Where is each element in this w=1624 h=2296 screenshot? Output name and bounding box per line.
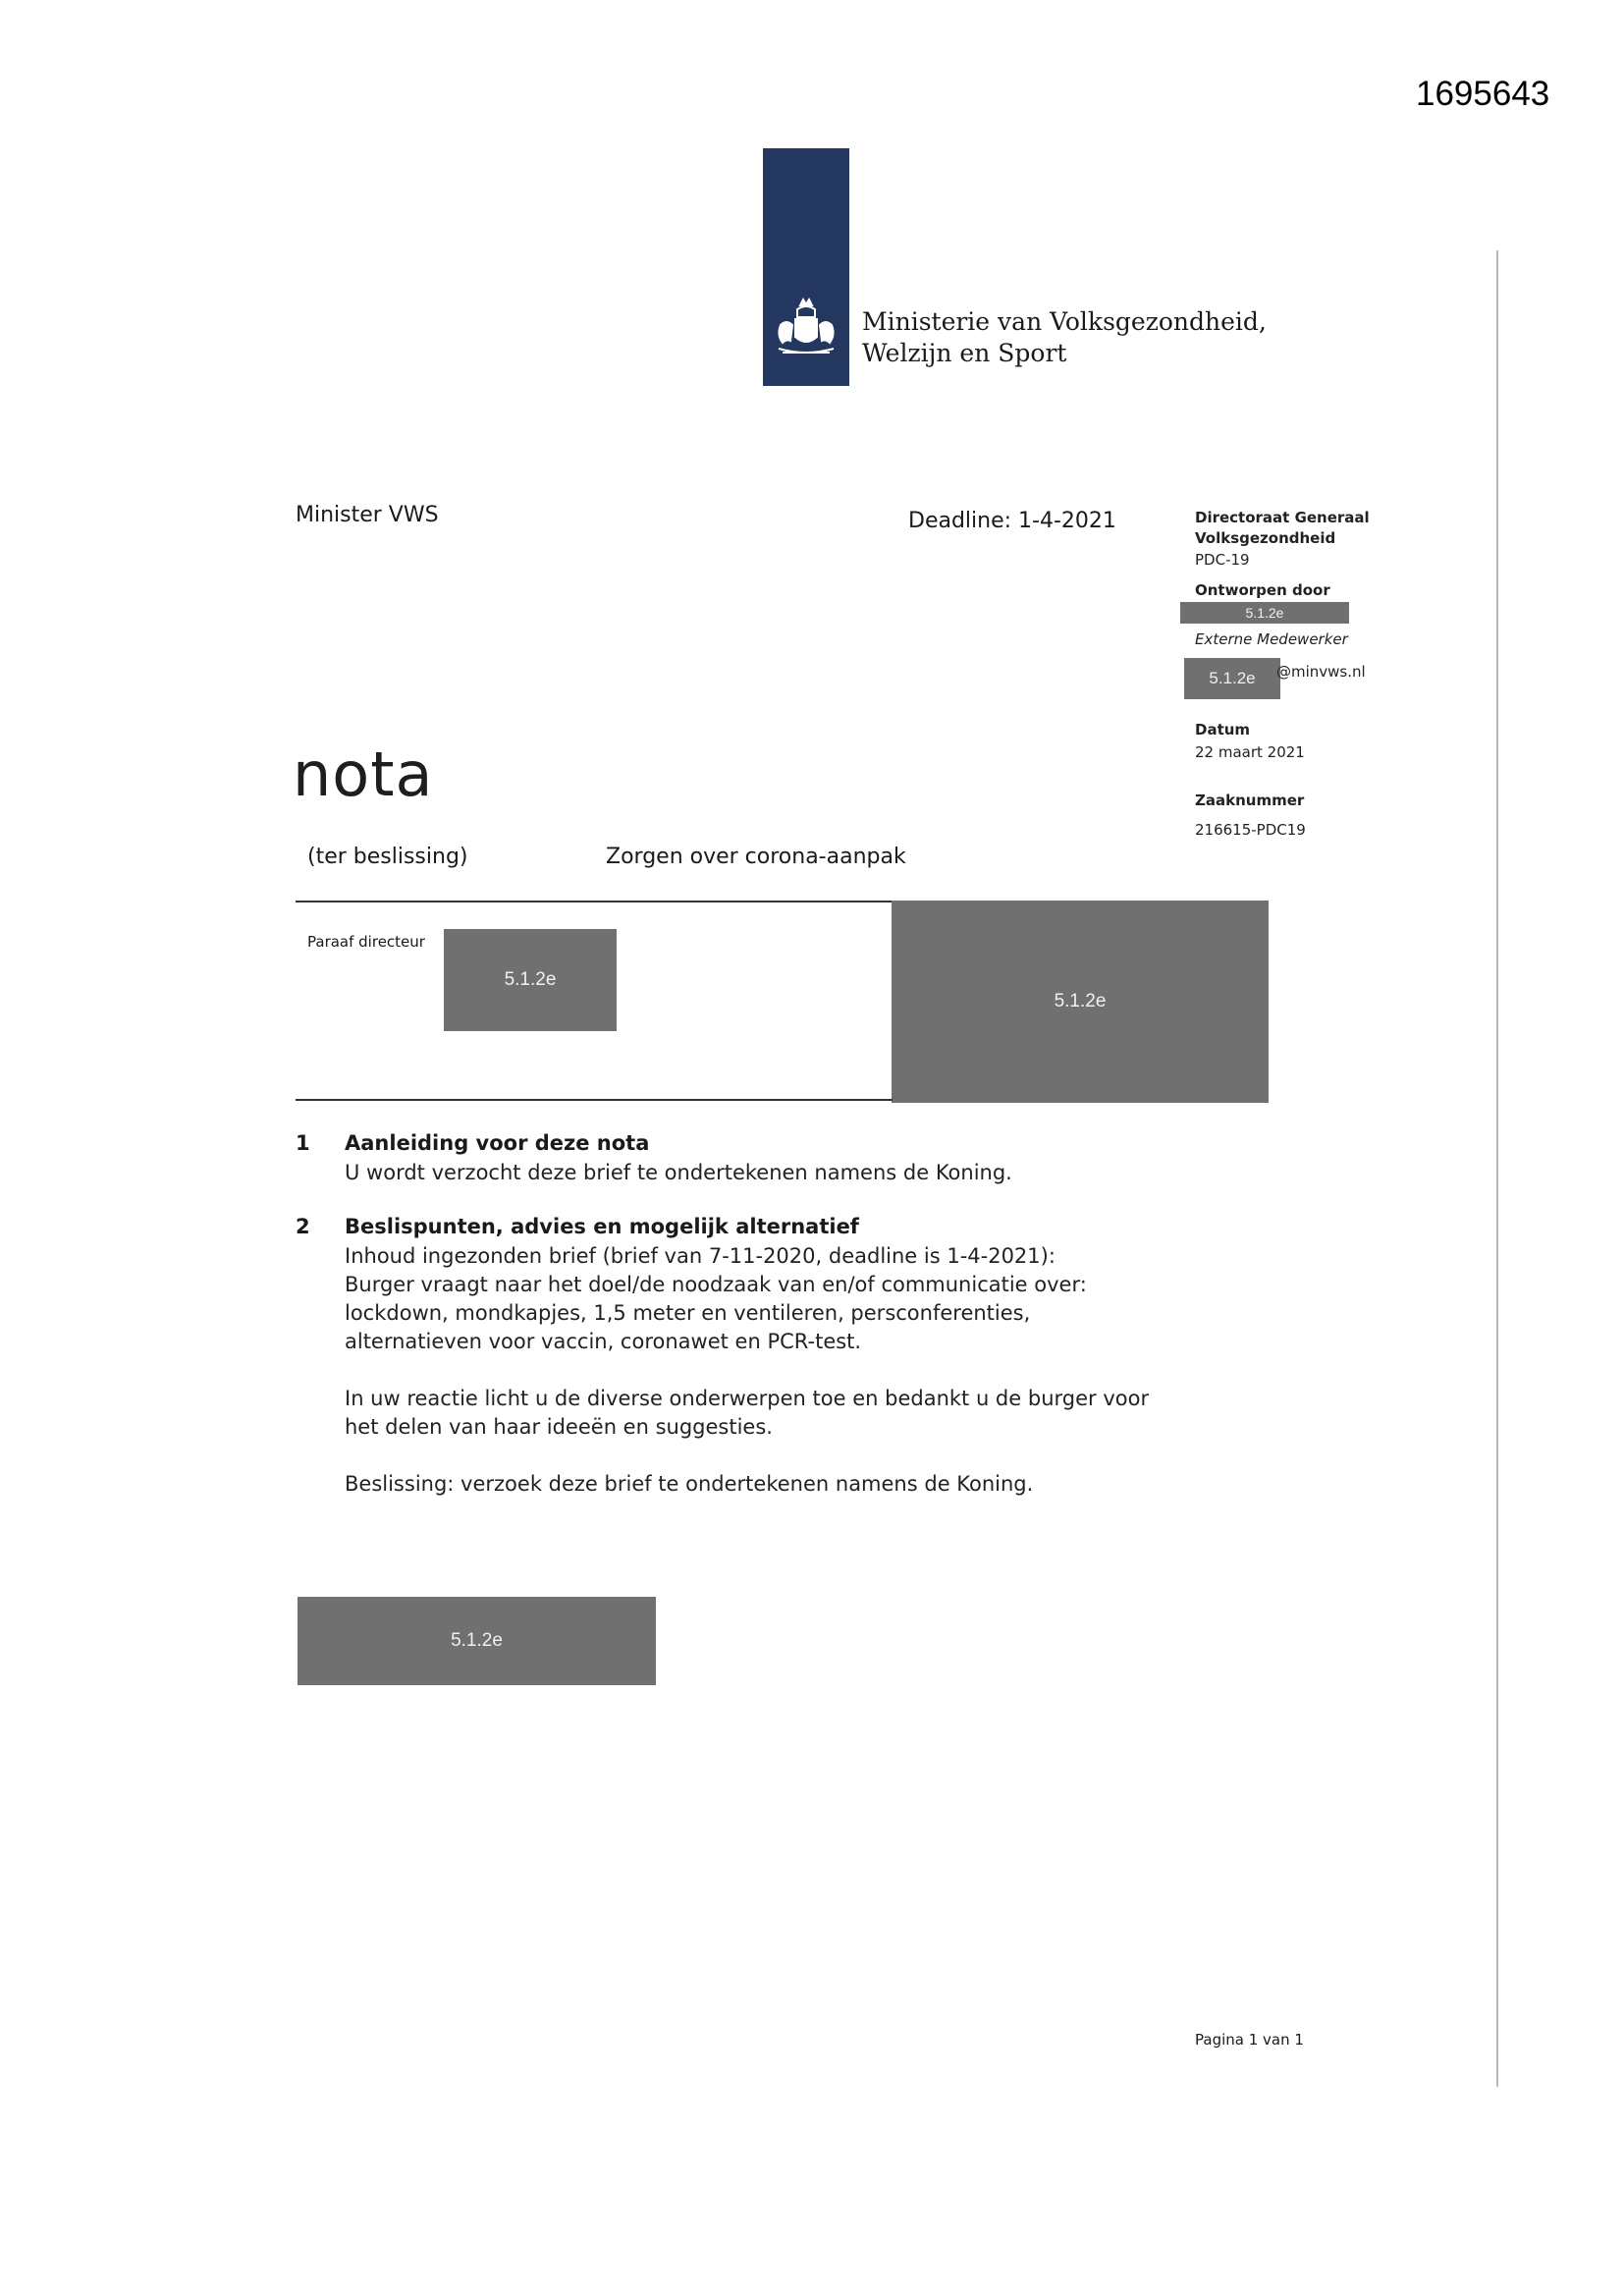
zaaknummer-label: Zaaknummer: [1195, 792, 1305, 809]
datum-value: 22 maart 2021: [1195, 743, 1305, 761]
deadline: Deadline: 1-4-2021: [908, 509, 1116, 533]
section-1-title: Aanleiding voor deze nota: [345, 1131, 650, 1155]
redaction-paraaf-right: 5.1.2e: [892, 901, 1269, 1103]
section-2-line-4: alternatieven voor vaccin, coronawet en PCR-test.: [345, 1330, 862, 1353]
document-type: (ter beslissing): [307, 845, 468, 869]
directoraat-line-2: Volksgezondheid: [1195, 529, 1336, 547]
document-number: 1695643: [1416, 75, 1550, 113]
section-2-line-3: lockdown, mondkapjes, 1,5 meter en ventileren, persconferenties,: [345, 1301, 1031, 1325]
government-logo-bar: [763, 148, 849, 386]
directoraat-line-1: Directoraat Generaal: [1195, 509, 1370, 526]
ontworpen-label: Ontworpen door: [1195, 581, 1330, 599]
document-subject: Zorgen over corona-aanpak: [606, 845, 906, 869]
recipient: Minister VWS: [296, 503, 439, 527]
redaction-paraaf-left: 5.1.2e: [444, 929, 617, 1031]
dutch-royal-coat-of-arms-icon: [771, 296, 841, 366]
redaction-signature: 5.1.2e: [298, 1597, 656, 1685]
section-2-title: Beslispunten, advies en mogelijk alternatief: [345, 1215, 859, 1238]
role: Externe Medewerker: [1195, 630, 1348, 648]
section-2-line-1: Inhoud ingezonden brief (brief van 7-11-2020, deadline is 1-4-2021):: [345, 1244, 1056, 1268]
redaction-email: 5.1.2e: [1184, 658, 1280, 699]
section-2-para2-line-2: het delen van haar ideeën en suggesties.: [345, 1415, 773, 1439]
section-2-line-2: Burger vraagt naar het doel/de noodzaak van en/of communicatie over:: [345, 1273, 1087, 1296]
section-2-para2-line-1: In uw reactie licht u de diverse onderwerpen toe en bedankt u de burger voor: [345, 1387, 1150, 1410]
page-footer: Pagina 1 van 1: [1195, 2031, 1304, 2049]
paraaf-bottom-rule: [296, 1099, 893, 1101]
ministry-name: [862, 306, 1267, 369]
section-1-text: U wordt verzocht deze brief te ondertekenen namens de Koning.: [345, 1161, 1012, 1184]
unit: PDC-19: [1195, 551, 1250, 569]
ministry-line-2: Welzijn en Sport: [862, 339, 1067, 367]
redaction-ontworpen: 5.1.2e: [1180, 602, 1349, 624]
ministry-line-1: Ministerie van Volksgezondheid,: [862, 307, 1267, 336]
section-2-number: 2: [296, 1215, 310, 1238]
datum-label: Datum: [1195, 721, 1251, 738]
document-title: nota: [293, 738, 434, 810]
paraaf-label: Paraaf directeur: [307, 933, 425, 951]
page-edge-line: [1496, 250, 1498, 2087]
email-suffix: @minvws.nl: [1276, 663, 1366, 681]
section-2-decision: Beslissing: verzoek deze brief te ondertekenen namens de Koning.: [345, 1472, 1034, 1496]
section-1-number: 1: [296, 1131, 310, 1155]
zaaknummer-value: 216615-PDC19: [1195, 821, 1306, 839]
